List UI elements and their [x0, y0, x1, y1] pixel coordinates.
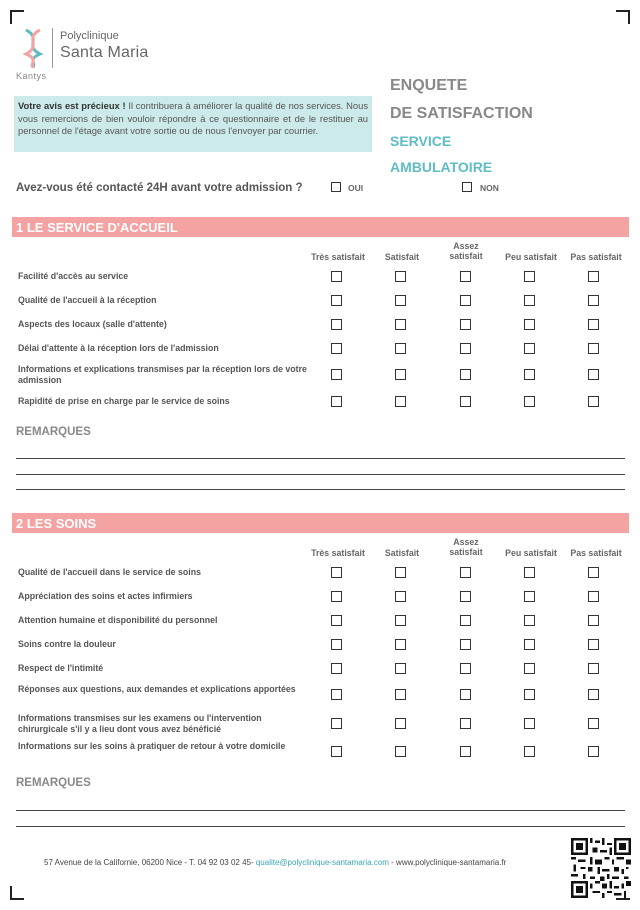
section-2-rating-checkbox[interactable] — [588, 591, 599, 602]
section-1-title: 1 LE SERVICE D'ACCUEIL — [16, 220, 178, 235]
section-1-rating-checkbox[interactable] — [524, 271, 535, 282]
section-1-column-header: Peu satisfait — [505, 252, 557, 262]
section-2-column-header: Peu satisfait — [505, 548, 557, 558]
section-1-column-header: Très satisfait — [311, 252, 365, 262]
title-line-2: DE SATISFACTION — [390, 105, 533, 122]
section-1-rating-checkbox[interactable] — [331, 271, 342, 282]
section-1-rating-checkbox[interactable] — [395, 369, 406, 380]
section-2-rating-checkbox[interactable] — [395, 746, 406, 757]
section-2-rating-checkbox[interactable] — [524, 639, 535, 650]
crop-mark-top-left — [10, 10, 24, 24]
footer-address: 57 Avenue de la Californie, 06200 Nice - T. 04 92 03 02 45- — [44, 858, 256, 867]
section-1-rating-checkbox[interactable] — [524, 396, 535, 407]
section-2-rating-checkbox[interactable] — [588, 567, 599, 578]
section-1-remarks-label: REMARQUES — [16, 426, 91, 438]
section-2-rating-checkbox[interactable] — [524, 689, 535, 700]
section-1-rating-checkbox[interactable] — [395, 271, 406, 282]
section-1-question-label: Qualité de l'accueil à la réception — [18, 295, 157, 305]
section-1-question-label: Informations et explications transmises par la réception lors de votre admission — [18, 364, 307, 385]
section-2-rating-checkbox[interactable] — [331, 746, 342, 757]
section-2-rating-checkbox[interactable] — [524, 718, 535, 729]
section-1-rating-checkbox[interactable] — [588, 369, 599, 380]
section-1-rating-checkbox[interactable] — [460, 396, 471, 407]
section-2-rating-checkbox[interactable] — [460, 639, 471, 650]
section-1-rating-checkbox[interactable] — [524, 295, 535, 306]
section-2-rating-checkbox[interactable] — [460, 591, 471, 602]
section-2-rating-checkbox[interactable] — [395, 639, 406, 650]
section-2-rating-checkbox[interactable] — [460, 615, 471, 626]
section-2-rating-checkbox[interactable] — [588, 718, 599, 729]
section-1-rating-checkbox[interactable] — [331, 295, 342, 306]
yes-label: OUI — [348, 183, 364, 193]
crop-mark-top-right — [616, 10, 630, 24]
section-2-rating-checkbox[interactable] — [460, 746, 471, 757]
section-2-rating-checkbox[interactable] — [588, 615, 599, 626]
section-2-header — [12, 513, 629, 533]
section-2-remarks-label: REMARQUES — [16, 777, 91, 789]
contact-question: Avez-vous été contacté 24H avant votre admission ? — [16, 182, 303, 194]
survey-title — [390, 72, 533, 180]
section-1-rating-checkbox[interactable] — [460, 369, 471, 380]
section-1-header — [12, 217, 629, 237]
section-1-rating-checkbox[interactable] — [331, 319, 342, 330]
logo-top-text: Polyclinique — [60, 30, 119, 42]
section-2-rating-checkbox[interactable] — [331, 663, 342, 674]
section-1-rating-checkbox[interactable] — [331, 369, 342, 380]
section-2-rating-checkbox[interactable] — [460, 663, 471, 674]
section-1-rating-checkbox[interactable] — [395, 343, 406, 354]
section-2-rating-checkbox[interactable] — [331, 689, 342, 700]
section-2-rating-checkbox[interactable] — [588, 746, 599, 757]
section-2-rating-checkbox[interactable] — [460, 718, 471, 729]
section-1-rating-checkbox[interactable] — [460, 271, 471, 282]
footer — [44, 858, 506, 867]
section-2-rating-checkbox[interactable] — [588, 639, 599, 650]
section-2-column-header: Pas satisfait — [570, 548, 622, 558]
section-2-question-label: Appréciation des soins et actes infirmiers — [18, 591, 193, 601]
section-1-rating-checkbox[interactable] — [524, 319, 535, 330]
section-1-rating-checkbox[interactable] — [588, 319, 599, 330]
section-2-question-label: Attention humaine et disponibilité du personnel — [18, 615, 218, 625]
footer-separator: - — [388, 858, 397, 867]
dna-helix-icon — [18, 28, 48, 68]
section-2-column-header: Satisfait — [384, 548, 420, 558]
section-2-question-label: Réponses aux questions, aux demandes et explications apportées — [18, 684, 296, 694]
section-2-rating-checkbox[interactable] — [460, 689, 471, 700]
clinic-logo — [16, 28, 176, 84]
section-2-question-label: Qualité de l'accueil dans le service de soins — [18, 567, 201, 577]
section-2-rating-checkbox[interactable] — [331, 718, 342, 729]
intro-bold: Votre avis est précieux ! — [18, 100, 126, 111]
yes-checkbox[interactable] — [331, 182, 341, 192]
section-2-rating-checkbox[interactable] — [331, 567, 342, 578]
section-2-rating-checkbox[interactable] — [395, 663, 406, 674]
section-1-column-header: Assez satisfait — [449, 241, 483, 261]
section-1-question-label: Délai d'attente à la réception lors de l'admission — [18, 343, 219, 353]
section-1-rating-checkbox[interactable] — [524, 369, 535, 380]
section-1-remarks-line-2[interactable] — [16, 474, 625, 475]
logo-brand-text: Kantys — [16, 71, 47, 81]
section-2-rating-checkbox[interactable] — [460, 567, 471, 578]
section-2-rating-checkbox[interactable] — [395, 567, 406, 578]
title-line-3: SERVICE — [390, 133, 452, 149]
section-1-column-header: Satisfait — [384, 252, 420, 262]
section-2-question-label: Respect de l'intimité — [18, 663, 104, 673]
section-2-rating-checkbox[interactable] — [395, 718, 406, 729]
section-2-question-label: Informations transmises sur les examens ou l'intervention chirurgicale s'il y a lieu dont vous avez bénéficié — [18, 713, 262, 734]
section-1-rating-checkbox[interactable] — [588, 295, 599, 306]
section-1-question-label: Facilité d'accès au service — [18, 271, 129, 281]
title-line-1: ENQUETE — [390, 77, 468, 94]
section-2-question-label: Informations sur les soins à pratiquer de retour à votre domicile — [18, 741, 286, 751]
footer-website[interactable]: www.polyclinique-santamaria.fr — [396, 858, 507, 867]
section-1-rating-checkbox[interactable] — [460, 343, 471, 354]
section-2-rating-checkbox[interactable] — [331, 615, 342, 626]
logo-main-text: Santa Maria — [60, 44, 149, 61]
section-1-remarks-line-3[interactable] — [16, 489, 625, 490]
section-2-remarks-line-1[interactable] — [16, 810, 625, 811]
footer-email[interactable]: qualite@polyclinique-santamaria.com — [255, 858, 389, 867]
section-2-question-label: Soins contre la douleur — [18, 639, 116, 649]
section-1-remarks-line-1[interactable] — [16, 458, 625, 459]
section-2-column-header: Assez satisfait — [449, 537, 483, 557]
section-2-remarks-line-2[interactable] — [16, 826, 625, 827]
no-label: NON — [480, 183, 499, 193]
section-1-rating-checkbox[interactable] — [588, 271, 599, 282]
intro-box — [14, 96, 372, 152]
section-1-rating-checkbox[interactable] — [588, 396, 599, 407]
section-2-rating-checkbox[interactable] — [395, 591, 406, 602]
section-2-rating-checkbox[interactable] — [588, 689, 599, 700]
section-1-rating-checkbox[interactable] — [331, 396, 342, 407]
section-2-column-header: Très satisfait — [311, 548, 365, 558]
section-1-question-label: Rapidité de prise en charge par le service de soins — [18, 396, 230, 406]
section-1-rating-checkbox[interactable] — [395, 295, 406, 306]
section-1-rating-checkbox[interactable] — [460, 295, 471, 306]
section-1-rating-checkbox[interactable] — [460, 319, 471, 330]
section-2-rating-checkbox[interactable] — [588, 663, 599, 674]
section-1-rating-checkbox[interactable] — [588, 343, 599, 354]
section-2-rating-checkbox[interactable] — [524, 746, 535, 757]
intro-text: Il contribuera à améliorer la qualité de nos services. Nous vous remercions de bien vouloir répondre à ce questionnaire et de le restituer au personnel de l'étage avant votre sortie ou de nous l'envoyer par courrier. — [18, 100, 369, 136]
title-line-4: AMBULATOIRE — [390, 159, 493, 175]
logo-divider — [52, 28, 53, 68]
no-checkbox[interactable] — [462, 182, 472, 192]
section-1-rating-checkbox[interactable] — [331, 343, 342, 354]
contact-question-row — [16, 182, 636, 198]
section-2-rating-checkbox[interactable] — [524, 615, 535, 626]
section-2-rating-checkbox[interactable] — [524, 567, 535, 578]
section-2-rating-checkbox[interactable] — [395, 615, 406, 626]
section-2-title: 2 LES SOINS — [16, 516, 97, 531]
section-2-rating-checkbox[interactable] — [395, 689, 406, 700]
section-2-rating-checkbox[interactable] — [331, 591, 342, 602]
section-1-rating-checkbox[interactable] — [395, 319, 406, 330]
section-1-rating-checkbox[interactable] — [395, 396, 406, 407]
section-2-rating-checkbox[interactable] — [524, 591, 535, 602]
section-2-rating-checkbox[interactable] — [524, 663, 535, 674]
crop-mark-bottom-left — [10, 886, 24, 900]
qr-code-icon — [571, 838, 631, 898]
section-1-column-header: Pas satisfait — [570, 252, 622, 262]
section-1-rating-checkbox[interactable] — [524, 343, 535, 354]
section-1-question-label: Aspects des locaux (salle d'attente) — [18, 319, 167, 329]
section-2-rating-checkbox[interactable] — [331, 639, 342, 650]
